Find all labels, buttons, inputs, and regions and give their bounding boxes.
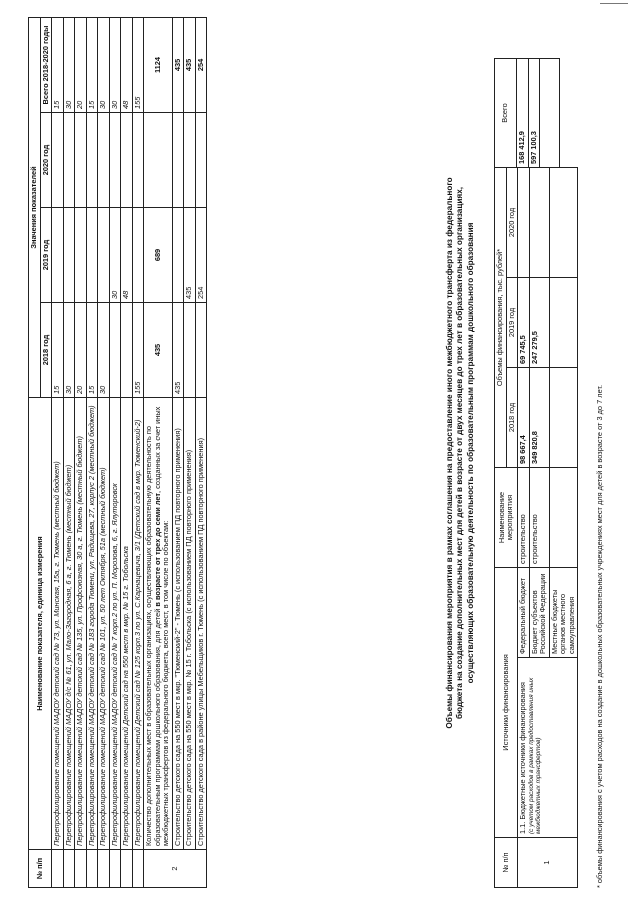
row-name: Перепрофилирование помещений МАДОУ детский сад № 183 города Тюмени, ул. Радищева, 27, корпус 2 (местный бюджет) (86, 397, 98, 849)
row-num (86, 849, 98, 887)
value-2019: 48 (121, 207, 133, 302)
value-2019: 435 (184, 207, 196, 302)
col-num-header: № п/п (495, 837, 518, 887)
value-2018: 30 (63, 302, 75, 397)
section-heading (445, 18, 476, 888)
col-2018-header: 2018 год (506, 367, 518, 467)
row-num (109, 849, 121, 887)
row-name: Перепрофилирование помещений Детский сад № 125 корп.3 по ул. С.Карнацевича, 3/1 (Детский сад в мкр. Тюменский-2) (132, 397, 144, 849)
table-row (184, 17, 196, 887)
col-event-header: Наименование мероприятия (495, 467, 518, 567)
table-row (75, 17, 87, 887)
amount-2019: 247 279,5 (529, 277, 549, 367)
value-2018: 15 (86, 302, 98, 397)
table-row (86, 17, 98, 887)
col-num-header: № п/п (29, 849, 52, 887)
row-num (98, 849, 110, 887)
value-2019 (75, 207, 87, 302)
row-text-part: , созданных за счет иных межбюджетных трансфертов из федерального бюджета, всего мест, в том числе по объектам: (152, 406, 171, 846)
table-row (172, 17, 184, 887)
col-total-header: Всего 2018-2020 годы (40, 17, 52, 112)
amount-2019: 69 745,5 (518, 277, 530, 367)
col-2020-header: 2020 год (40, 112, 52, 207)
row-name: Перепрофилирование помещений МАДОУ детский сад № 135, ул. Профсоюзная, 30 а, г. Тюмень (местный бюджет) (75, 397, 87, 849)
value-2019 (98, 207, 110, 302)
value-2020 (75, 112, 87, 207)
amount-2019 (549, 277, 578, 367)
value-total: 155 (132, 17, 144, 112)
financing-totals-column (494, 58, 560, 168)
col-total-header: Всего (495, 58, 517, 167)
row-num (121, 849, 133, 887)
amount-2018 (549, 367, 578, 467)
value-2018 (109, 302, 121, 397)
value-2019: 30 (109, 207, 121, 302)
value-total: 435 (172, 17, 184, 112)
value-2020 (121, 112, 133, 207)
row-num: 2 (144, 849, 207, 887)
values-group-header: Значения показателей (29, 17, 41, 397)
table-row (98, 17, 110, 887)
row-name: Перепрофилирование помещений МАДОУ детский сад № 7 корп.2 по ул. П. Морозова, 6, г. Ялуторовск (109, 397, 121, 849)
col-2019-header: 2019 год (40, 207, 52, 302)
row-num (75, 849, 87, 887)
value-total: 435 (184, 17, 196, 112)
row-name: Строительство детского сада на 550 мест в мкр. № 15 г. Тобольска (с использованием ПД повторного применения) (184, 397, 196, 849)
value-total: 254 (195, 17, 207, 112)
row-name: Перепрофилирование помещений Детский сад на 550 мест в мкр. № 15 г. Тобольска (121, 397, 133, 849)
indicators-table (28, 16, 207, 887)
row-name: Строительство детского сада на 550 мест в мкр. "Тюменский-2" - Тюмень (с использованием ПД повторного применения) (172, 397, 184, 849)
source-budget: Бюджет субъектов Российской Федерации (529, 567, 549, 657)
value-2019 (63, 207, 75, 302)
amounts-group-header: Объемы финансирования, тыс. рублей* (495, 167, 507, 467)
value-2020 (184, 112, 196, 207)
value-2020 (86, 112, 98, 207)
amount-2018: 349 820,8 (529, 367, 549, 467)
value-total: 30 (63, 17, 75, 112)
col-2020-header: 2020 год (506, 167, 518, 277)
table-row (109, 17, 121, 887)
footnote: * объемы финансирования с учетом расходов на создание в дошкольных образовательных учреждениях мест для детей в возрасте от 3 до 7 лет. (595, 384, 604, 888)
table-row (518, 167, 530, 887)
value-2020 (52, 112, 64, 207)
row-name: Перепрофилирование помещений МАДОУ д/с № 61, ул. Мало-Загородная, 6 а, г. Тюмень (местный бюджет) (63, 397, 75, 849)
source-budget: Местные бюджеты органов местного самоуправления (549, 567, 578, 657)
row-num (132, 849, 144, 887)
value-2020 (63, 112, 75, 207)
amount-total: 597 100,3 (528, 58, 540, 167)
table-row (132, 17, 144, 887)
value-2018: 15 (52, 302, 64, 397)
value-total: 48 (121, 17, 133, 112)
row-num: 1 (518, 837, 578, 887)
value-2019 (52, 207, 64, 302)
heading-line: Объемы финансирования мероприятия в рамках соглашения на предоставление иного межбюджетного трансферта из федерального (445, 176, 454, 729)
value-2019 (132, 207, 144, 302)
value-2020 (172, 112, 184, 207)
table-row (121, 17, 133, 887)
value-2018 (195, 302, 207, 397)
event-name: строительство (518, 467, 530, 567)
value-2020 (98, 112, 110, 207)
heading-line: осуществляющих образовательную деятельность по образовательным программам дошкольного образования (465, 222, 475, 683)
source-budget: Федеральный бюджет (518, 567, 530, 657)
amount-2018: 98 667,4 (518, 367, 530, 467)
value-2018: 155 (132, 302, 144, 397)
value-total: 30 (109, 17, 121, 112)
table-row (52, 17, 64, 887)
event-name (549, 467, 578, 567)
value-2020 (132, 112, 144, 207)
heading-line: бюджета на создание дополнительных мест для детей в возрасте от двух месяцев до трех лет в образовательных организациях, (455, 186, 465, 719)
value-total: 15 (52, 17, 64, 112)
row-name: Перепрофилирование помещений МАДОУ детский сад № 101, ул. 50 лет Октября, 51а (местный бюджет) (98, 397, 110, 849)
value-total: 15 (86, 17, 98, 112)
col-source-header: Источники финансирования (495, 567, 518, 837)
value-2018: 20 (75, 302, 87, 397)
table-row (63, 17, 75, 887)
source-cell (518, 657, 578, 837)
amount-total (540, 58, 560, 167)
col-2019-header: 2019 год (506, 277, 518, 367)
source-main: 1.1. Бюджетные источники финансирования (518, 681, 528, 834)
value-2018: 435 (144, 302, 173, 397)
source-note: (с учетом расходов в рамках предоставления иных межбюджетных трансфертов) (527, 677, 542, 834)
row-num (52, 849, 64, 887)
row-name: Строительство детского сада в районе улицы Мебельщиков г. Тюмень (с использованием ПД повторного применения) (195, 397, 207, 849)
table-row (195, 17, 207, 887)
col-2018-header: 2018 год (40, 302, 52, 397)
value-2019 (86, 207, 98, 302)
col-name-header: Наименование показателя, единица измерения (29, 397, 52, 849)
rotated-document-page (20, 3, 620, 903)
value-2020 (195, 112, 207, 207)
value-2020 (144, 112, 173, 207)
event-name: строительство (529, 467, 549, 567)
amount-2020 (549, 167, 578, 277)
value-2018 (121, 302, 133, 397)
value-2019: 254 (195, 207, 207, 302)
value-2019: 689 (144, 207, 173, 302)
amount-2020 (529, 167, 549, 277)
row-name: Перепрофилирование помещений МАДОУ детский сад № 73, ул. Минская, 15а, г. Тюмень (местный бюджет) (52, 397, 64, 849)
value-2019 (172, 207, 184, 302)
table-row-total-places (144, 17, 173, 887)
value-2018: 30 (98, 302, 110, 397)
value-2018 (184, 302, 196, 397)
row-num (63, 849, 75, 887)
value-2020 (109, 112, 121, 207)
row-text-emphasis: в возрасте от трех до семи лет (152, 492, 162, 607)
row-name (144, 397, 173, 849)
amount-total: 168 412,9 (517, 58, 529, 167)
value-2018: 435 (172, 302, 184, 397)
amount-2020 (518, 167, 530, 277)
row-text-part: Количество дополнительных мест в образовательных организациях, осуществляющих образовательную деятельность по образовательным программам дошкольного образования, для детей (144, 425, 162, 846)
value-total: 1124 (144, 17, 173, 112)
financing-table (494, 166, 578, 887)
value-total: 30 (98, 17, 110, 112)
value-total: 20 (75, 17, 87, 112)
